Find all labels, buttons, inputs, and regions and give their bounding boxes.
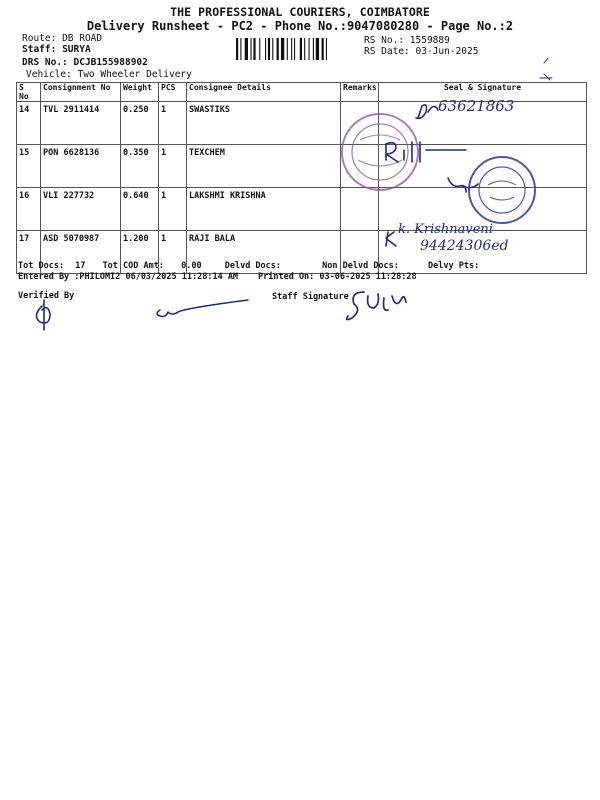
drs-value: DCJB155988902 [73, 57, 148, 68]
col-header-pcs: PCS [159, 83, 187, 102]
row14-signature-icon [416, 105, 438, 119]
rs-no-value: 1559889 [409, 35, 450, 46]
tot-cod-value: 0.00 [181, 261, 202, 271]
cell-weight: 1.200 [121, 231, 159, 274]
verified-by-label: Verified By [18, 291, 75, 301]
cell-pcs: 1 [159, 102, 187, 145]
cell-pcs: 1 [159, 188, 187, 231]
cell-pcs: 1 [159, 145, 187, 188]
col-header-consignment: Consignment No [41, 83, 121, 102]
document-title: THE PROFESSIONAL COURIERS, COIMBATORE [170, 5, 430, 19]
cell-sno: 14 [17, 102, 41, 145]
document-subtitle: Delivery Runsheet - PC2 - Phone No.:9047080280 - Page No.:2 [86, 19, 514, 33]
cell-consignment: PON 6628136 [41, 145, 121, 188]
verified-by-signature-icon [157, 300, 248, 317]
drs-label: DRS No.: [22, 57, 68, 68]
cell-pcs: 1 [159, 231, 187, 274]
cell-consignee: LAKSHMI KRISHNA [187, 188, 341, 231]
non-delvd-docs-label: Non Delvd Docs: [322, 261, 399, 271]
staff-value: SURYA [62, 44, 91, 55]
route-value: DB ROAD [62, 33, 103, 44]
rs-date-value: 03-Jun-2025 [415, 46, 479, 57]
row15-signature-icon [386, 142, 466, 162]
staff-signature-icon [347, 292, 406, 320]
printed-on-line: Printed On: 03-06-2025 11:28:28 [258, 272, 417, 282]
cell-consignee: TEXCHEM [187, 145, 341, 188]
tot-docs-label: Tot Docs: [18, 261, 65, 271]
rs-no-label: RS No.: [364, 35, 405, 46]
row16-signature-icon [448, 178, 478, 192]
vehicle-line: Vehicle: Two Wheeler Delivery [26, 69, 192, 80]
cell-consignee: RAJI BALA [187, 231, 341, 274]
col-header-remarks: Remarks [341, 83, 379, 102]
row17-handwritten-phone: 94424306ed [420, 238, 509, 254]
staff-signature-label: Staff Signature [272, 292, 349, 302]
cell-sno: 15 [17, 145, 41, 188]
rs-date-label: RS Date: [364, 46, 410, 57]
margin-mark-icon [540, 58, 552, 80]
natural-seal-stamp-icon [469, 157, 535, 223]
cell-weight: 0.250 [121, 102, 159, 145]
cell-consignee: SWASTIKS [187, 102, 341, 145]
row14-handwritten-number: 63621863 [438, 97, 515, 115]
cell-consignment: TVL 2911414 [41, 102, 121, 145]
verified-by-initial-icon [36, 300, 50, 330]
cell-sno: 17 [17, 231, 41, 274]
delvy-pts-label: Delvy Pts: [428, 261, 480, 271]
cell-sno: 16 [17, 188, 41, 231]
company-seal-stamp-icon [342, 114, 418, 190]
delvd-docs-label: Delvd Docs: [224, 261, 282, 271]
cell-weight: 0.350 [121, 145, 159, 188]
entered-by-line: Entered By :PHILOMI2 06/03/2025 11:28:14 AM [18, 272, 239, 282]
cell-consignment: ASD 5070987 [41, 231, 121, 274]
col-header-weight: Weight [121, 83, 159, 102]
cell-weight: 0.640 [121, 188, 159, 231]
col-header-consignee: Consignee Details [187, 83, 341, 102]
staff-label: Staff: [22, 44, 57, 55]
tot-cod-label: Tot COD Amt: [102, 261, 164, 271]
row17-handwritten-name: k. Krishnaveni [398, 222, 493, 237]
col-header-sno: S No [17, 83, 41, 102]
row17-signature-icon [386, 232, 396, 246]
col-header-seal-signature: Seal & Signature [379, 83, 587, 102]
route-label: Route: [22, 33, 57, 44]
tot-docs-value: 17 [75, 261, 86, 271]
cell-consignment: VLI 227732 [41, 188, 121, 231]
